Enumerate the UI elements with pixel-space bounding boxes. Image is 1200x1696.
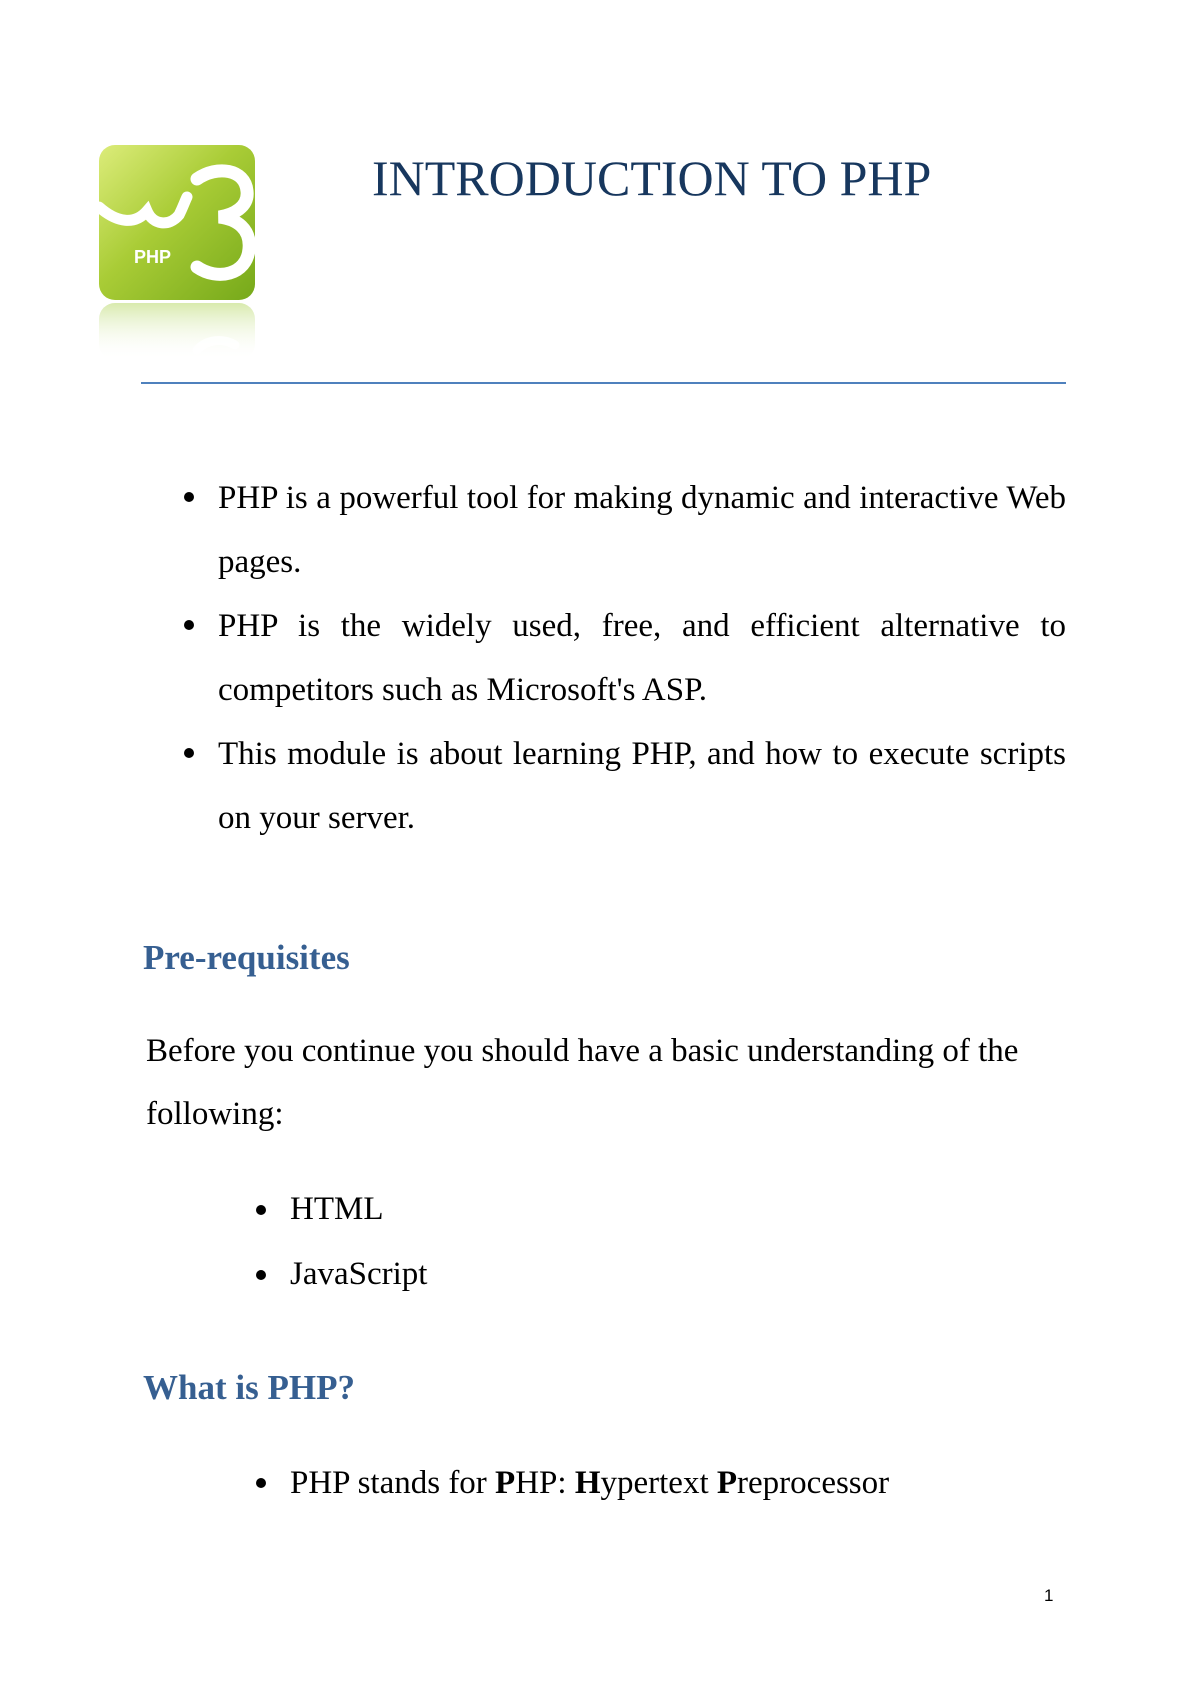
list-item — [218, 722, 1066, 850]
bullet-icon — [256, 1205, 266, 1215]
acronym-letter-p: P — [495, 1465, 516, 1501]
list-item — [218, 466, 1066, 594]
acronym-text: reprocessor — [737, 1465, 890, 1501]
list-item-text: PHP is a powerful tool for making dynamic and interactive Web pages. — [218, 480, 1066, 580]
list-item-text: JavaScript — [290, 1256, 428, 1292]
prerequisites-paragraph: Before you continue you should have a basic understanding of the following: — [146, 1033, 1019, 1132]
list-item-text: This module is about learning PHP, and how to execute scripts on your server. — [218, 736, 1066, 836]
bullet-icon — [184, 620, 194, 630]
prerequisites-list — [290, 1177, 427, 1307]
what-is-php-list — [290, 1453, 889, 1513]
w3-php-logo-icon — [99, 145, 255, 360]
bullet-icon — [256, 1270, 266, 1280]
acronym-prefix: PHP stands for — [290, 1465, 496, 1501]
list-item — [290, 1453, 889, 1513]
bullet-icon — [256, 1478, 266, 1488]
prerequisites-heading: Pre-requisites — [143, 938, 350, 977]
bullet-icon — [184, 748, 194, 758]
what-is-php-heading: What is PHP? — [143, 1368, 355, 1407]
list-item-text: HTML — [290, 1191, 384, 1227]
acronym-letter-p: P — [716, 1465, 738, 1501]
page-title: INTRODUCTION TO PHP — [372, 150, 932, 206]
page-number: 1 — [1044, 1586, 1054, 1605]
acronym-text: HP: — [515, 1465, 575, 1501]
acronym-letter-h: H — [574, 1465, 601, 1501]
bullet-icon — [184, 492, 194, 502]
logo-text: PHP — [134, 247, 172, 267]
list-item — [218, 594, 1066, 722]
list-item-text: PHP is the widely used, free, and efficient alternative to competitors such as Microsoft's ASP. — [218, 608, 1066, 708]
list-item — [290, 1242, 427, 1307]
acronym-text: ypertext — [600, 1465, 717, 1501]
intro-bullet-list — [218, 466, 1066, 850]
title-divider — [141, 382, 1066, 384]
list-item — [290, 1177, 427, 1242]
